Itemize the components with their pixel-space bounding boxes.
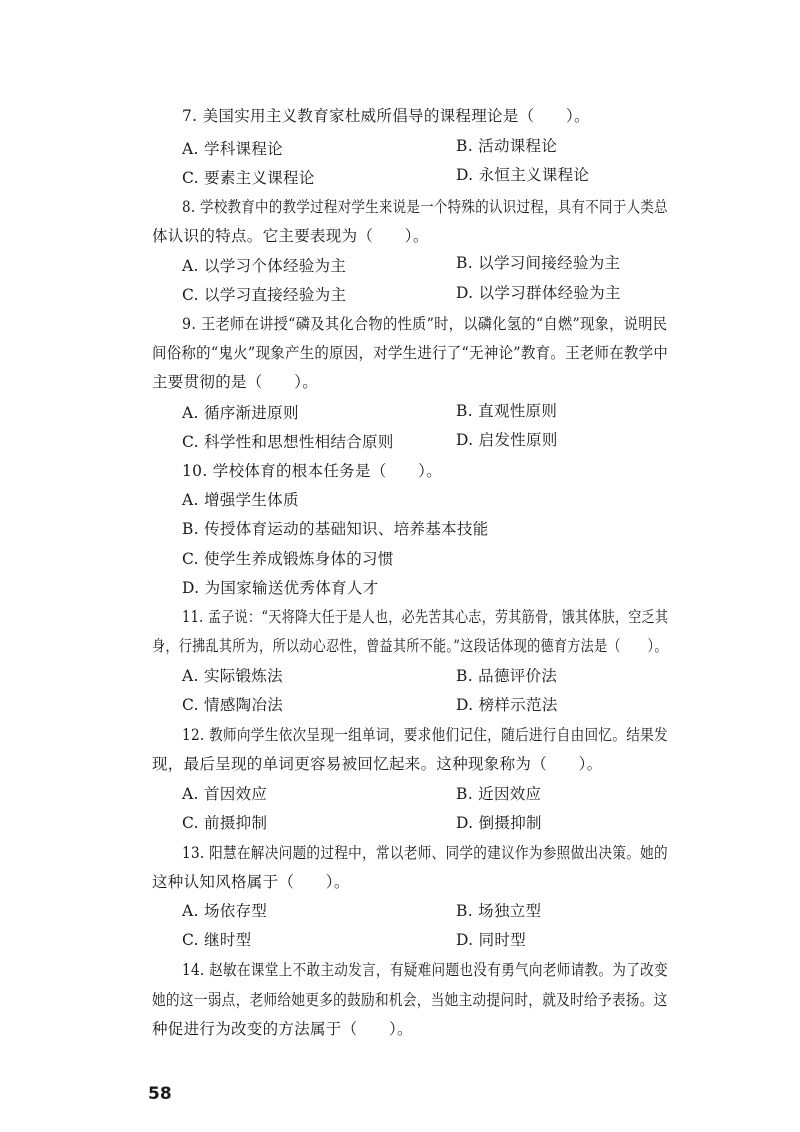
question-9-option-b: B. 直观性原则 bbox=[456, 402, 558, 420]
question-8-option-a: A. 以学习个体经验为主 bbox=[182, 257, 347, 275]
question-7-option-b: B. 活动课程论 bbox=[456, 137, 558, 155]
question-13-option-a: A. 场依存型 bbox=[182, 902, 268, 920]
question-13-stem-line-2: 这种认知风格属于（ ）。 bbox=[152, 873, 350, 891]
question-7-stem: 7. 美国实用主义教育家杜威所倡导的课程理论是（ ）。 bbox=[182, 107, 590, 125]
question-12-option-c: C. 前摄抑制 bbox=[182, 814, 268, 832]
question-13-stem-line-1: 13. 阳慧在解决问题的过程中，常以老师、同学的建议作为参照做出决策。她的 bbox=[182, 844, 668, 862]
question-11-option-d: D. 榜样示范法 bbox=[456, 696, 558, 714]
question-14-stem-line-3: 种促进行为改变的方法属于（ ）。 bbox=[152, 1020, 413, 1038]
question-12-option-a: A. 首因效应 bbox=[182, 785, 268, 803]
question-9-stem-line-3: 主要贯彻的是（ ）。 bbox=[152, 373, 319, 391]
question-9-stem-line-2: 间俗称的“鬼火”现象产生的原因，对学生进行了“无神论”教育。王老师在教学中 bbox=[152, 344, 669, 362]
question-11-stem-line-1: 11. 孟子说：“天将降大任于是人也，必先苦其心志，劳其筋骨，饿其体肤，空乏其 bbox=[182, 608, 669, 626]
question-14-stem-line-2: 她的这一弱点，老师给她更多的鼓励和机会，当她主动提问时，就及时给予表扬。这 bbox=[152, 991, 668, 1009]
question-7-option-c: C. 要素主义课程论 bbox=[182, 169, 315, 187]
question-12-stem-line-2: 现，最后呈现的单词更容易被回忆起来。这种现象称为（ ）。 bbox=[152, 755, 603, 773]
question-13-option-b: B. 场独立型 bbox=[456, 902, 542, 920]
question-11-option-c: C. 情感陶冶法 bbox=[182, 696, 284, 714]
question-9-option-c: C. 科学性和思想性相结合原则 bbox=[182, 433, 394, 451]
question-10-option-d: D. 为国家输送优秀体育人才 bbox=[182, 579, 379, 597]
page-number: 58 bbox=[148, 1084, 172, 1104]
question-8-option-b: B. 以学习间接经验为主 bbox=[456, 254, 621, 272]
question-10-stem: 10. 学校体育的根本任务是（ ）。 bbox=[182, 462, 443, 480]
question-8-option-d: D. 以学习群体经验为主 bbox=[456, 284, 621, 302]
question-9-stem-line-1: 9. 王老师在讲授“磷及其化合物的性质”时，以磷化氢的“自燃”现象，说明民 bbox=[182, 315, 668, 333]
question-9-option-d: D. 启发性原则 bbox=[456, 431, 558, 449]
question-8-stem-line-2: 体认识的特点。它主要表现为（ ）。 bbox=[152, 227, 429, 245]
question-14-stem-line-1: 14. 赵敏在课堂上不敢主动发言，有疑难问题也没有勇气向老师请教。为了改变 bbox=[182, 961, 668, 979]
question-9-option-a: A. 循序渐进原则 bbox=[182, 404, 299, 422]
question-12-option-b: B. 近因效应 bbox=[456, 785, 542, 803]
question-10-option-b: B. 传授体育运动的基础知识、培养基本技能 bbox=[182, 520, 489, 538]
question-10-option-c: C. 使学生养成锻炼身体的习惯 bbox=[182, 550, 394, 568]
question-12-option-d: D. 倒摄抑制 bbox=[456, 814, 542, 832]
question-7-option-a: A. 学科课程论 bbox=[182, 140, 283, 158]
question-8-stem-line-1: 8. 学校教育中的教学过程对学生来说是一个特殊的认识过程，具有不同于人类总 bbox=[182, 198, 668, 216]
question-13-option-d: D. 同时型 bbox=[456, 931, 527, 949]
question-12-stem-line-1: 12. 教师向学生依次呈现一组单词，要求他们记住，随后进行自由回忆。结果发 bbox=[182, 726, 668, 744]
question-10-option-a: A. 增强学生体质 bbox=[182, 491, 299, 509]
question-11-stem-line-2: 身，行拂乱其所为，所以动心忍性，曾益其所不能。”这段话体现的德育方法是（ ）。 bbox=[152, 637, 668, 655]
question-13-option-c: C. 继时型 bbox=[182, 931, 252, 949]
question-11-option-a: A. 实际锻炼法 bbox=[182, 667, 283, 685]
question-11-option-b: B. 品德评价法 bbox=[456, 667, 558, 685]
question-8-option-c: C. 以学习直接经验为主 bbox=[182, 286, 347, 304]
question-7-option-d: D. 永恒主义课程论 bbox=[456, 166, 590, 184]
